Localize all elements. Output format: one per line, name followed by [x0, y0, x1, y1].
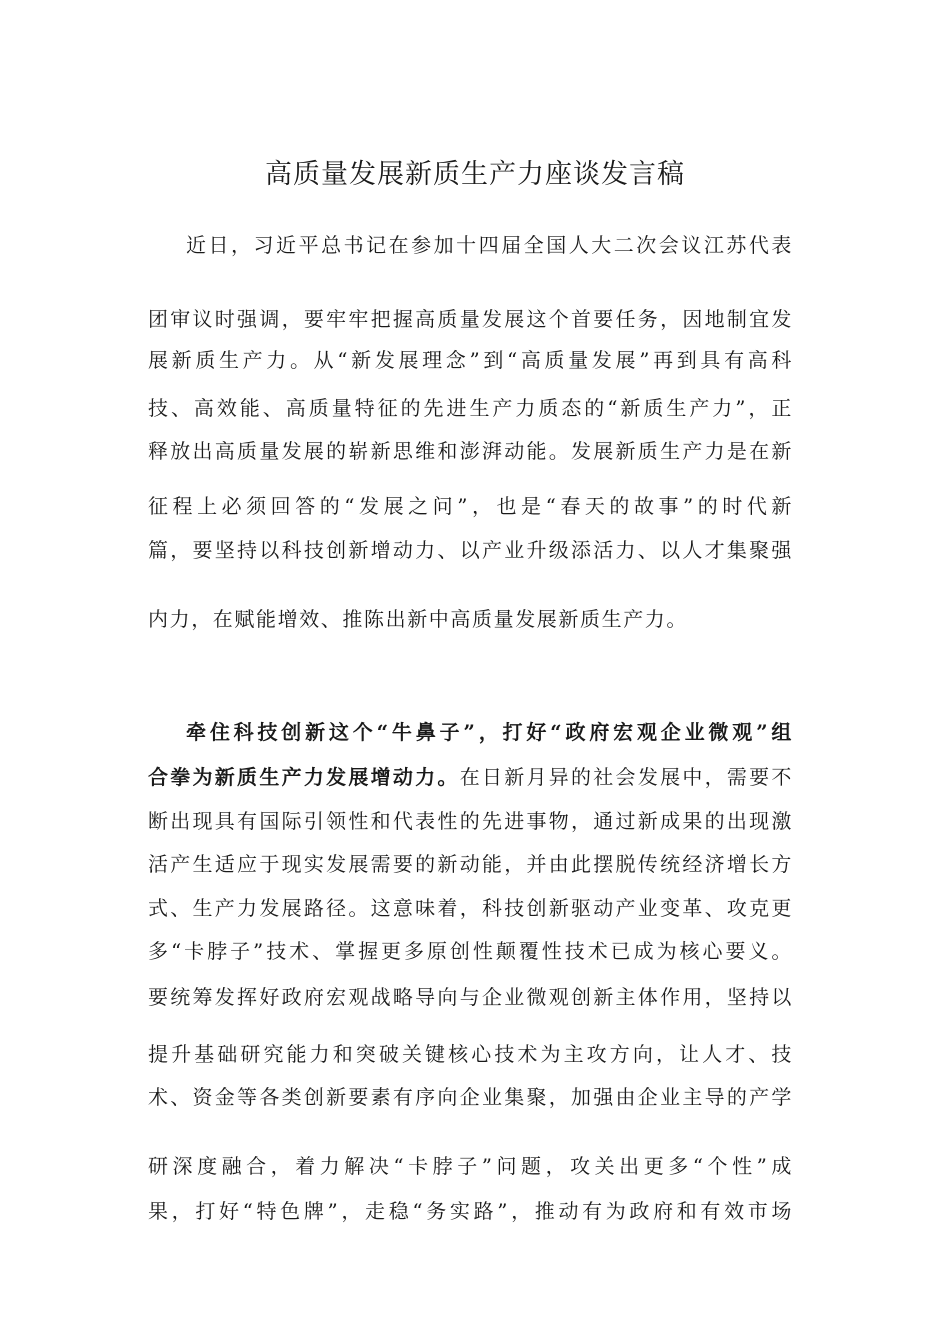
paragraph-1-line: 近日，习近平总书记在参加十四届全国人大二次会议江苏代表	[186, 233, 793, 257]
page-title: 高质量发展新质生产力座谈发言稿	[265, 159, 685, 190]
paragraph-2-line: 要统筹发挥好政府宏观战略导向与企业微观创新主体作用，坚持以	[148, 985, 793, 1009]
paragraph-1-line: 技、高效能、高质量特征的先进生产力质态的“新质生产力”，正	[148, 396, 793, 420]
paragraph-1-line: 释放出高质量发展的崭新思维和澎湃动能。发展新质生产力是在新	[148, 439, 793, 463]
section-heading: 牵住科技创新这个“牛鼻子”，打好“政府宏观企业微观”组	[186, 720, 793, 744]
paragraph-1-line: 展新质生产力。从“新发展理念”到“高质量发展”再到具有高科	[148, 348, 793, 372]
paragraph-2-line: 术、资金等各类创新要素有序向企业集聚，加强由企业主导的产学	[148, 1085, 793, 1109]
paragraph-2-line: 研深度融合，着力解决“卡脖子”问题，攻关出更多“个性”成	[148, 1154, 793, 1178]
paragraph-2-line	[148, 762, 793, 792]
paragraph-2-line: 活产生适应于现实发展需要的新动能，并由此摆脱传统经济增长方	[148, 852, 793, 876]
paragraph-2-line: 断出现具有国际引领性和代表性的先进事物，通过新成果的出现激	[148, 809, 793, 833]
paragraph-2-line: 果，打好“特色牌”，走稳“务实路”，推动有为政府和有效市场	[148, 1199, 793, 1223]
paragraph-1-line: 内力，在赋能增效、推陈出新中高质量发展新质生产力。	[148, 607, 688, 631]
paragraph-2-line: 式、生产力发展路径。这意味着，科技创新驱动产业变革、攻克更	[148, 896, 793, 920]
paragraph-1-line: 团审议时强调，要牢牢把握高质量发展这个首要任务，因地制宜发	[148, 307, 793, 331]
paragraph-2-line: 提升基础研究能力和突破关键核心技术为主攻方向，让人才、技	[148, 1042, 793, 1066]
paragraph-2-line: 多“卡脖子”技术、掌握更多原创性颠覆性技术已成为核心要义。	[148, 939, 793, 963]
section-heading-end: 合拳为新质生产力发展增动力。	[148, 765, 460, 789]
paragraph-1-line: 篇，要坚持以科技创新增动力、以产业升级添活力、以人才集聚强	[148, 538, 793, 562]
paragraph-1-line: 征程上必须回答的“发展之问”，也是“春天的故事”的时代新	[148, 494, 793, 518]
paragraph-2-text: 在日新月异的社会发展中，需要不	[459, 765, 793, 789]
